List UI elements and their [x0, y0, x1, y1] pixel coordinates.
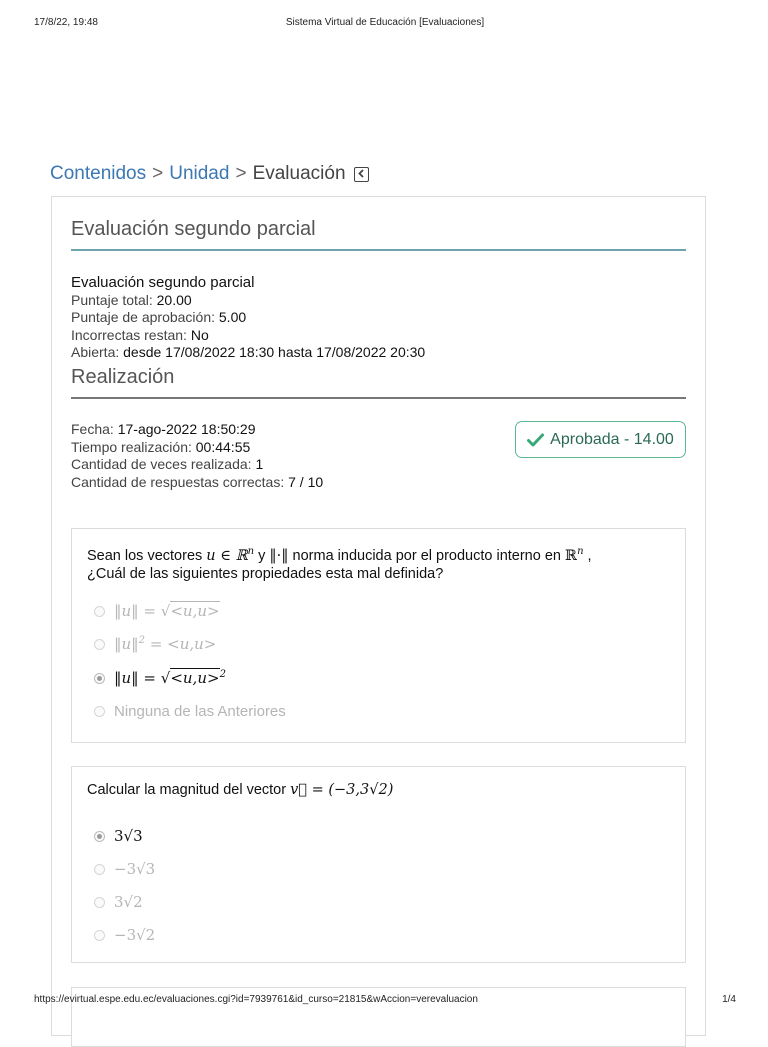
- info-value: 7 / 10: [288, 473, 324, 490]
- print-datetime: 17/8/22, 19:48: [34, 17, 98, 28]
- realizacion-info: [71, 421, 323, 491]
- radio-button-checked[interactable]: [94, 673, 105, 684]
- question-card: [71, 528, 686, 743]
- print-header: [34, 17, 736, 31]
- question-text-part: Calcular la magnitud del vector: [87, 782, 287, 798]
- info-row: [71, 456, 323, 474]
- math-part: ‖u‖: [114, 635, 139, 653]
- info-label: Fecha:: [71, 421, 114, 437]
- print-footer: [34, 994, 736, 1008]
- info-value: 5.00: [218, 309, 247, 325]
- math-superscript: n: [577, 546, 584, 557]
- question-text: [87, 781, 672, 799]
- radio-button[interactable]: [94, 606, 105, 617]
- question-text: [87, 543, 672, 583]
- breadcrumb-unidad-link[interactable]: Unidad: [169, 163, 230, 184]
- info-label: Tiempo realización:: [71, 438, 192, 455]
- info-value: 17-ago-2022 18:50:29: [117, 421, 256, 437]
- answer-option-selected[interactable]: [94, 669, 226, 687]
- info-label: Incorrectas restan:: [71, 326, 187, 343]
- info-value: 00:44:55: [195, 438, 251, 455]
- radio-button[interactable]: [94, 864, 105, 875]
- info-row: [71, 439, 323, 457]
- info-row: [71, 292, 425, 310]
- answer-option[interactable]: [94, 635, 216, 653]
- math-expression: u ∈ ℝ: [206, 548, 248, 564]
- question-text-part: norma inducida por el producto interno en: [292, 548, 561, 564]
- info-label: Puntaje de aprobación:: [71, 309, 215, 325]
- info-value: desde 17/08/2022 18:30 hasta 17/08/2022 20:30: [123, 344, 426, 360]
- answer-option-label: Ninguna de las Anteriores: [114, 703, 286, 720]
- status-badge-label: Aprobada - 14.00: [550, 430, 674, 448]
- status-badge: [515, 421, 686, 458]
- info-label: Abierta:: [71, 344, 120, 360]
- answer-option-label: [114, 669, 226, 687]
- evaluation-info: [71, 274, 425, 362]
- radio-button[interactable]: [94, 706, 105, 717]
- info-value: 20.00: [156, 291, 192, 308]
- evaluation-section-title: Evaluación segundo parcial: [71, 218, 686, 251]
- answer-option-label: [114, 602, 220, 620]
- breadcrumb-separator: >: [235, 163, 247, 184]
- math-part: ‖u‖ = √: [114, 669, 171, 687]
- math-expression: v⃗ = (−3,3√2): [290, 782, 394, 798]
- radio-button[interactable]: [94, 639, 105, 650]
- radio-button[interactable]: [94, 897, 105, 908]
- question-text-part: ¿Cuál de las siguientes propiedades esta mal definida?: [87, 566, 444, 582]
- math-radicand: <u,u>: [170, 602, 220, 620]
- realizacion-section-title: Realización: [71, 366, 686, 399]
- breadcrumb: [50, 163, 369, 185]
- answer-option-label: [114, 635, 216, 653]
- math-part: = <u,u>: [145, 635, 217, 653]
- print-page-number: 1/4: [722, 994, 736, 1005]
- answer-option[interactable]: [94, 926, 155, 944]
- answer-option[interactable]: [94, 703, 286, 720]
- math-radicand: <u,u>: [170, 669, 220, 687]
- math-superscript: 2: [138, 635, 146, 646]
- answer-option[interactable]: [94, 860, 155, 878]
- info-value: 1: [255, 456, 264, 472]
- question-text-part: Sean los vectores: [87, 548, 203, 564]
- info-row: [71, 344, 425, 362]
- info-row: [71, 421, 323, 439]
- evaluation-name: Evaluación segundo parcial: [71, 274, 255, 291]
- answer-option-selected[interactable]: [94, 827, 143, 845]
- answer-option-label: 3√2: [114, 893, 143, 911]
- answer-option-label: −3√2: [114, 926, 156, 944]
- answer-option-label: 3√3: [114, 827, 143, 845]
- info-row: [71, 474, 323, 492]
- info-label: Cantidad de veces realizada:: [71, 456, 252, 472]
- print-url: https://evirtual.espe.edu.ec/evaluaciones.cgi?id=7939761&id_curso=21815&wAccion=verevaluacion: [34, 994, 478, 1005]
- math-superscript: 2: [219, 669, 226, 680]
- collapse-left-icon[interactable]: [354, 167, 369, 182]
- answer-option-label: −3√3: [114, 860, 156, 878]
- radio-button-checked[interactable]: [94, 831, 105, 842]
- evaluation-panel: [51, 196, 706, 1036]
- radio-button[interactable]: [94, 930, 105, 941]
- math-superscript: n: [247, 546, 255, 557]
- check-icon: [527, 433, 544, 447]
- breadcrumb-current: Evaluación: [252, 163, 346, 184]
- question-text-part: y: [258, 548, 266, 564]
- math-expression: ℝ: [565, 548, 578, 564]
- breadcrumb-separator: >: [152, 163, 164, 184]
- info-row: [71, 327, 425, 345]
- answer-option[interactable]: [94, 602, 220, 620]
- answer-option[interactable]: [94, 893, 143, 911]
- info-label: Puntaje total:: [71, 291, 153, 308]
- question-text-part: ,: [587, 548, 592, 564]
- info-row: [71, 309, 425, 327]
- math-expression: ‖·‖: [269, 548, 289, 564]
- print-title: Sistema Virtual de Educación [Evaluaciones]: [285, 17, 485, 28]
- math-part: ‖u‖ = √: [114, 602, 171, 620]
- question-card: [71, 766, 686, 963]
- info-label: Cantidad de respuestas correctas:: [71, 473, 285, 490]
- breadcrumb-contenidos-link[interactable]: Contenidos: [50, 163, 147, 184]
- info-value: No: [190, 326, 209, 343]
